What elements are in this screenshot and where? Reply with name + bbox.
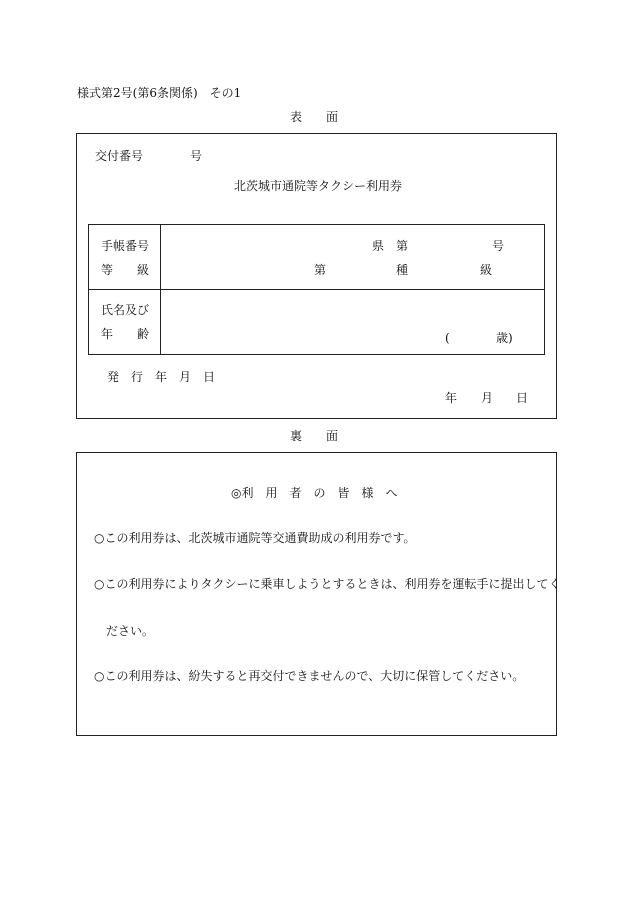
name-label: 氏名及び bbox=[101, 303, 150, 317]
age-suffix: 歳) bbox=[496, 331, 513, 345]
notebook-number-label: 手帳番号 bbox=[101, 239, 150, 253]
front-heading: 表 面 bbox=[290, 110, 339, 124]
table-row-divider bbox=[88, 289, 545, 290]
level-mark: 級 bbox=[480, 263, 493, 277]
issue-number-label: 交付番号 bbox=[95, 149, 144, 163]
back-heading: 裏 面 bbox=[290, 429, 339, 443]
grade-label: 等 級 bbox=[101, 263, 150, 277]
issue-number-suffix: 号 bbox=[190, 149, 203, 163]
notice-item-2-continued: ださい。 bbox=[106, 624, 155, 638]
date-year-mark: 年 bbox=[445, 391, 458, 405]
grade-dai-mark: 第 bbox=[314, 263, 327, 277]
notice-greeting: ◎利 用 者 の 皆 様 へ bbox=[231, 486, 398, 500]
issue-date-label: 発 行 年 月 日 bbox=[107, 370, 216, 384]
form-label: 様式第2号(第6条関係) その1 bbox=[77, 86, 242, 100]
number-dai-mark: 第 bbox=[396, 239, 409, 253]
type-mark: 種 bbox=[396, 263, 409, 277]
age-label: 年 齢 bbox=[101, 327, 150, 341]
notice-item-1: ○この利用券は、北茨城市通院等交通費助成の利用券です。 bbox=[94, 531, 416, 545]
ticket-title: 北茨城市通院等タクシー利用券 bbox=[234, 179, 403, 193]
date-month-mark: 月 bbox=[481, 391, 494, 405]
number-gou-mark: 号 bbox=[492, 239, 505, 253]
notice-item-3: ○この利用券は、紛失すると再交付できませんので、大切に保管してください。 bbox=[94, 669, 525, 683]
date-day-mark: 日 bbox=[516, 391, 529, 405]
age-open-paren: ( bbox=[445, 331, 450, 345]
notice-item-2: ○この利用券によりタクシーに乗車しようとするときは、利用券を運転手に提出してく bbox=[94, 577, 561, 591]
prefecture-mark: 県 bbox=[372, 239, 385, 253]
